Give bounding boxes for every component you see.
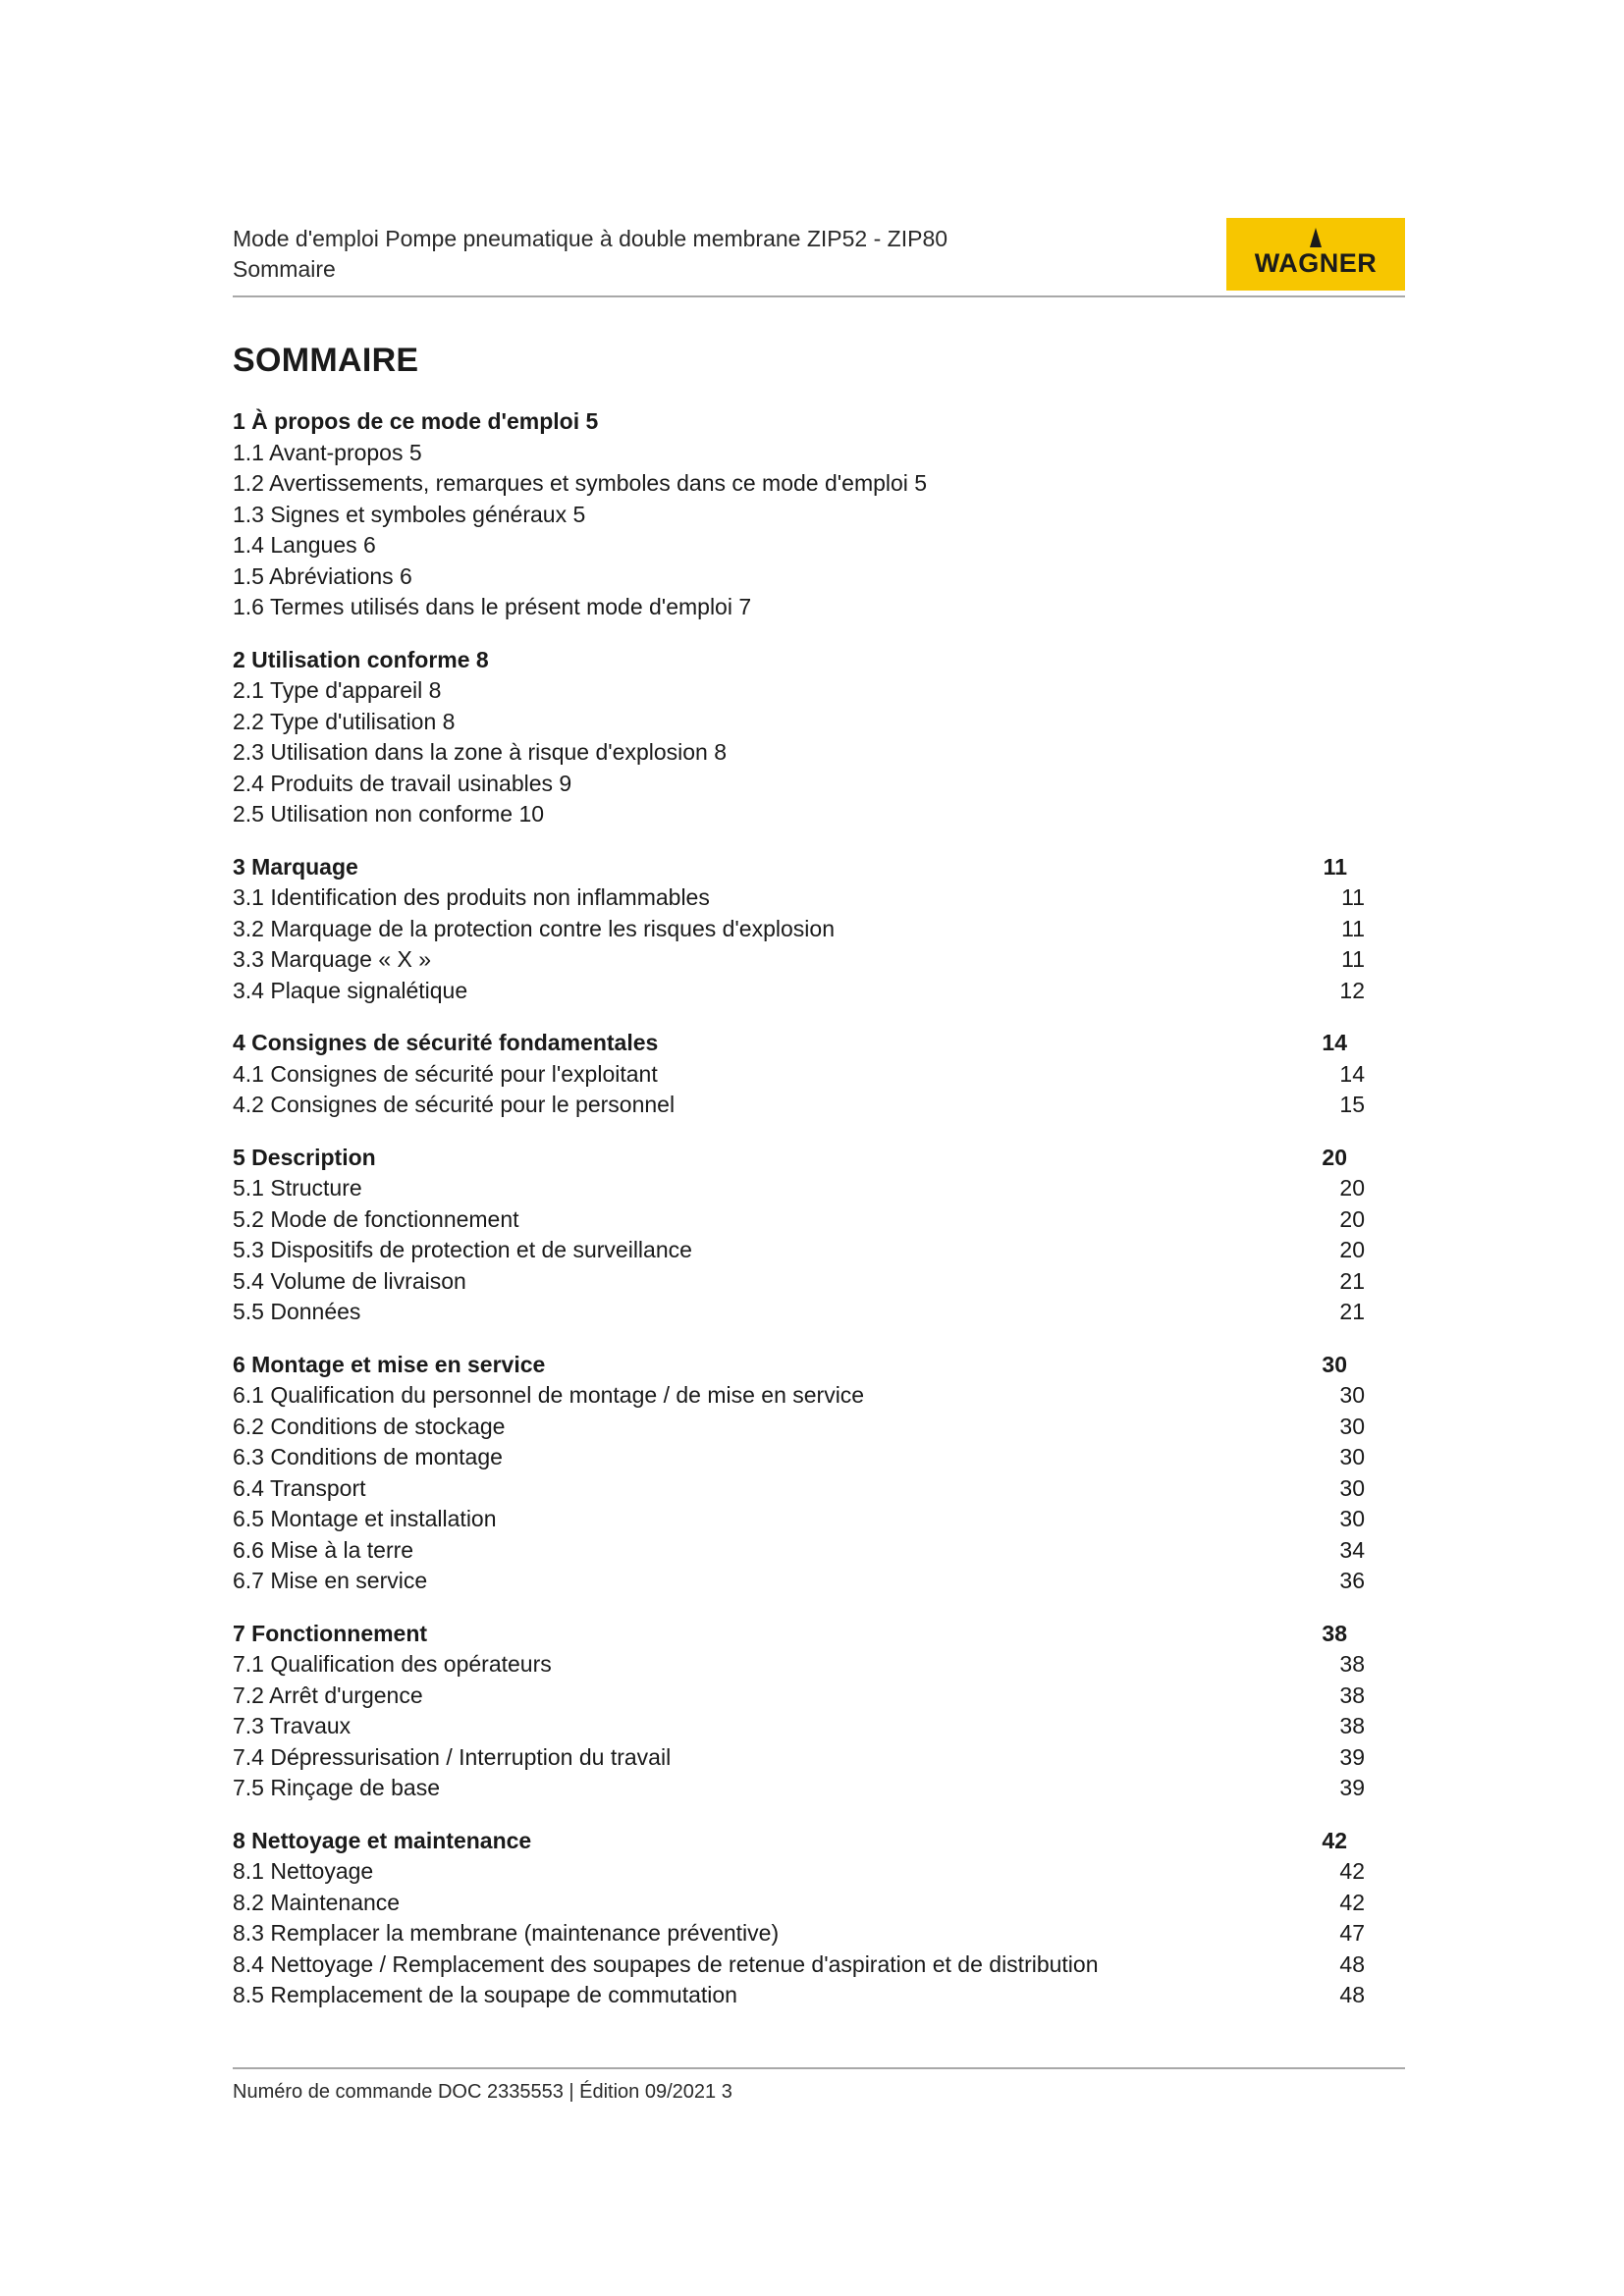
toc-heading-page: 14: [1322, 1030, 1347, 1055]
header-title: Mode d'emploi Pompe pneumatique à double membrane ZIP52 - ZIP80: [233, 226, 948, 251]
toc-entry-label: 6.6 Mise à la terre: [233, 1536, 414, 1563]
toc-entry[interactable]: [233, 1412, 1365, 1443]
toc-entry[interactable]: [233, 976, 1365, 1007]
toc-entry-label: 7.4 Dépressurisation / Interruption du travail: [233, 1743, 672, 1770]
toc-heading-page: [1308, 406, 1365, 438]
toc-entry-label: 1.4 Langues 6: [233, 532, 376, 558]
toc-entry[interactable]: [233, 438, 1365, 469]
page-header: [233, 224, 1405, 294]
table-of-contents: [233, 406, 1365, 2033]
toc-entry[interactable]: [233, 1980, 1365, 2011]
toc-entry-page: [1326, 737, 1365, 769]
toc-entry-page: 20: [1339, 1205, 1365, 1232]
toc-entry[interactable]: [233, 799, 1365, 830]
toc-entry[interactable]: [233, 1918, 1365, 1949]
toc-entry-page: [1326, 707, 1365, 738]
toc-entry[interactable]: [233, 1173, 1365, 1204]
header-subtitle: Sommaire: [233, 256, 336, 282]
toc-entry-page: 21: [1339, 1267, 1365, 1294]
toc-entry[interactable]: [233, 1949, 1365, 1981]
toc-heading-label: 6 Montage et mise en service: [233, 1351, 546, 1377]
toc-heading-label: 8 Nettoyage et maintenance: [233, 1827, 532, 1853]
toc-entry[interactable]: [233, 1681, 1365, 1712]
toc-section-heading[interactable]: [233, 1619, 1365, 1650]
toc-entry[interactable]: [233, 1566, 1365, 1597]
toc-entry[interactable]: [233, 1297, 1365, 1328]
toc-entry-page: 38: [1339, 1682, 1365, 1708]
toc-entry-page: 30: [1339, 1444, 1365, 1469]
toc-entry-label: 6.4 Transport: [233, 1474, 366, 1501]
toc-entry[interactable]: [233, 707, 1365, 738]
toc-entry-page: 38: [1339, 1713, 1365, 1738]
toc-section: [233, 1826, 1365, 2011]
toc-entry[interactable]: [233, 1090, 1365, 1121]
toc-heading-label: 5 Description: [233, 1144, 376, 1170]
toc-entry-label: 1.6 Termes utilisés dans le présent mode d'emploi 7: [233, 594, 752, 619]
toc-entry-page: 39: [1339, 1775, 1365, 1800]
toc-entry-page: [1326, 592, 1365, 623]
toc-entry-label: 7.2 Arrêt d'urgence: [233, 1682, 423, 1708]
toc-entry[interactable]: [233, 1711, 1365, 1742]
toc-entry-page: 34: [1339, 1536, 1365, 1563]
toc-entry-page: 11: [1341, 915, 1365, 941]
toc-section-heading[interactable]: [233, 645, 1365, 676]
toc-entry-label: 3.1 Identification des produits non inflammables: [233, 884, 710, 910]
toc-entry-page: 48: [1339, 1950, 1365, 1977]
page-footer: Numéro de commande DOC 2335553 | Édition 09/2021 3: [233, 2081, 732, 2103]
toc-entry-label: 5.2 Mode de fonctionnement: [233, 1205, 519, 1232]
toc-heading-page: 30: [1322, 1351, 1347, 1377]
toc-entry[interactable]: [233, 500, 1365, 531]
toc-entry[interactable]: [233, 468, 1365, 500]
toc-entry-page: 12: [1339, 977, 1365, 1003]
toc-entry-page: 39: [1339, 1743, 1365, 1770]
toc-entry-page: [1326, 530, 1365, 561]
page-title: SOMMAIRE: [233, 342, 419, 379]
toc-section-heading[interactable]: [233, 1028, 1365, 1059]
toc-entry-label: 1.3 Signes et symboles généraux 5: [233, 501, 586, 527]
toc-entry-label: 8.5 Remplacement de la soupape de commutation: [233, 1982, 737, 2007]
toc-entry-label: 1.5 Abréviations 6: [233, 562, 412, 589]
toc-section-heading[interactable]: [233, 1143, 1365, 1174]
toc-entry[interactable]: [233, 1773, 1365, 1804]
toc-section-heading[interactable]: [233, 1350, 1365, 1381]
toc-entry-label: 4.1 Consignes de sécurité pour l'exploitant: [233, 1060, 658, 1087]
toc-section: [233, 1028, 1365, 1121]
toc-entry[interactable]: [233, 882, 1365, 914]
logo-text: WAGNER: [1254, 248, 1378, 278]
toc-entry-page: [1326, 438, 1365, 469]
toc-entry[interactable]: [233, 1888, 1365, 1919]
toc-entry-page: 42: [1339, 1889, 1365, 1915]
toc-entry-page: 36: [1339, 1568, 1365, 1593]
toc-entry-label: 2.4 Produits de travail usinables 9: [233, 770, 572, 796]
toc-entry-page: 42: [1339, 1858, 1365, 1884]
toc-entry-page: [1326, 561, 1365, 593]
toc-entry-label: 2.5 Utilisation non conforme 10: [233, 801, 545, 827]
toc-entry-label: 6.1 Qualification du personnel de montage / de mise en service: [233, 1382, 865, 1408]
toc-entry[interactable]: [233, 1649, 1365, 1681]
toc-entry-page: [1326, 468, 1365, 500]
toc-section: [233, 1143, 1365, 1328]
toc-entry-page: [1326, 500, 1365, 531]
toc-entry[interactable]: [233, 1442, 1365, 1473]
toc-entry-label: 3.4 Plaque signalétique: [233, 977, 468, 1003]
toc-heading-label: 3 Marquage: [233, 853, 358, 880]
toc-entry-label: 8.4 Nettoyage / Remplacement des soupapes de retenue d'aspiration et de distribution: [233, 1950, 1099, 1977]
toc-entry-page: 14: [1339, 1060, 1365, 1087]
toc-section-heading[interactable]: [233, 1826, 1365, 1857]
toc-entry-label: 2.1 Type d'appareil 8: [233, 677, 442, 703]
toc-entry-page: 30: [1339, 1506, 1365, 1531]
toc-entry-page: 38: [1339, 1651, 1365, 1677]
toc-entry-label: 1.2 Avertissements, remarques et symboles dans ce mode d'emploi 5: [233, 470, 928, 496]
toc-heading-page: 11: [1323, 853, 1347, 880]
toc-section: [233, 852, 1365, 1007]
toc-section: [233, 1619, 1365, 1804]
toc-entry-label: 6.5 Montage et installation: [233, 1506, 497, 1531]
toc-entry-label: 6.3 Conditions de montage: [233, 1444, 503, 1469]
toc-entry-page: 30: [1339, 1474, 1365, 1501]
toc-entry[interactable]: [233, 675, 1365, 707]
toc-entry-page: 20: [1339, 1237, 1365, 1262]
toc-entry[interactable]: [233, 561, 1365, 593]
toc-entry-label: 5.5 Données: [233, 1299, 361, 1324]
toc-entry-label: 3.2 Marquage de la protection contre les risques d'explosion: [233, 915, 835, 941]
toc-entry-label: 6.2 Conditions de stockage: [233, 1413, 506, 1439]
toc-entry-label: 5.4 Volume de livraison: [233, 1267, 466, 1294]
toc-entry-page: 11: [1341, 946, 1365, 972]
toc-entry-label: 8.3 Remplacer la membrane (maintenance préventive): [233, 1920, 780, 1946]
toc-entry-page: [1326, 769, 1365, 800]
toc-entry-label: 2.2 Type d'utilisation 8: [233, 708, 456, 734]
toc-entry[interactable]: [233, 1504, 1365, 1535]
toc-entry[interactable]: [233, 1059, 1365, 1091]
toc-entry[interactable]: [233, 1266, 1365, 1298]
toc-entry[interactable]: [233, 530, 1365, 561]
toc-heading-page: [1308, 645, 1365, 676]
toc-entry-page: 48: [1339, 1982, 1365, 2007]
toc-entry-label: 6.7 Mise en service: [233, 1568, 428, 1593]
toc-entry-page: 15: [1339, 1092, 1365, 1117]
toc-entry[interactable]: [233, 1742, 1365, 1774]
toc-entry-page: 30: [1339, 1413, 1365, 1439]
toc-entry[interactable]: [233, 1380, 1365, 1412]
toc-entry[interactable]: [233, 944, 1365, 976]
toc-entry-page: 21: [1339, 1299, 1365, 1324]
toc-entry[interactable]: [233, 1473, 1365, 1505]
toc-heading-label: 1 À propos de ce mode d'emploi 5: [233, 408, 599, 434]
toc-section-heading[interactable]: [233, 852, 1365, 883]
toc-entry-page: [1326, 675, 1365, 707]
toc-entry[interactable]: [233, 1204, 1365, 1236]
footer-divider: [233, 2067, 1405, 2069]
wagner-logo: [1226, 218, 1405, 291]
toc-entry[interactable]: [233, 1235, 1365, 1266]
toc-entry[interactable]: [233, 1856, 1365, 1888]
toc-entry-page: 11: [1341, 884, 1365, 910]
toc-heading-label: 2 Utilisation conforme 8: [233, 646, 489, 672]
toc-entry-label: 7.3 Travaux: [233, 1713, 352, 1738]
toc-entry-label: 2.3 Utilisation dans la zone à risque d'explosion 8: [233, 739, 728, 765]
toc-entry-label: 5.3 Dispositifs de protection et de surveillance: [233, 1237, 692, 1262]
toc-entry[interactable]: [233, 914, 1365, 945]
toc-entry-label: 7.1 Qualification des opérateurs: [233, 1651, 552, 1677]
toc-section-heading[interactable]: [233, 406, 1365, 438]
toc-entry-label: 1.1 Avant-propos 5: [233, 439, 422, 465]
toc-entry-page: 47: [1339, 1920, 1365, 1946]
toc-section: [233, 645, 1365, 830]
toc-heading-page: 42: [1322, 1827, 1347, 1853]
toc-section: [233, 1350, 1365, 1597]
header-text: [233, 224, 947, 285]
toc-entry[interactable]: [233, 1535, 1365, 1567]
toc-entry-page: 20: [1339, 1175, 1365, 1201]
toc-heading-page: 38: [1322, 1620, 1347, 1646]
toc-entry-label: 8.1 Nettoyage: [233, 1858, 374, 1884]
toc-heading-page: 20: [1322, 1144, 1347, 1170]
toc-heading-label: 4 Consignes de sécurité fondamentales: [233, 1030, 659, 1055]
toc-entry[interactable]: [233, 592, 1365, 623]
toc-heading-label: 7 Fonctionnement: [233, 1620, 428, 1646]
toc-entry-label: 8.2 Maintenance: [233, 1889, 401, 1915]
toc-entry[interactable]: [233, 769, 1365, 800]
toc-entry-label: 4.2 Consignes de sécurité pour le personnel: [233, 1092, 676, 1117]
header-divider: [233, 295, 1405, 297]
toc-entry-label: 5.1 Structure: [233, 1175, 362, 1201]
toc-entry-label: 7.5 Rinçage de base: [233, 1775, 440, 1800]
toc-entry-page: [1326, 799, 1365, 830]
toc-section: [233, 406, 1365, 623]
toc-entry-label: 3.3 Marquage « X »: [233, 946, 432, 972]
toc-entry[interactable]: [233, 737, 1365, 769]
toc-entry-page: 30: [1339, 1382, 1365, 1408]
